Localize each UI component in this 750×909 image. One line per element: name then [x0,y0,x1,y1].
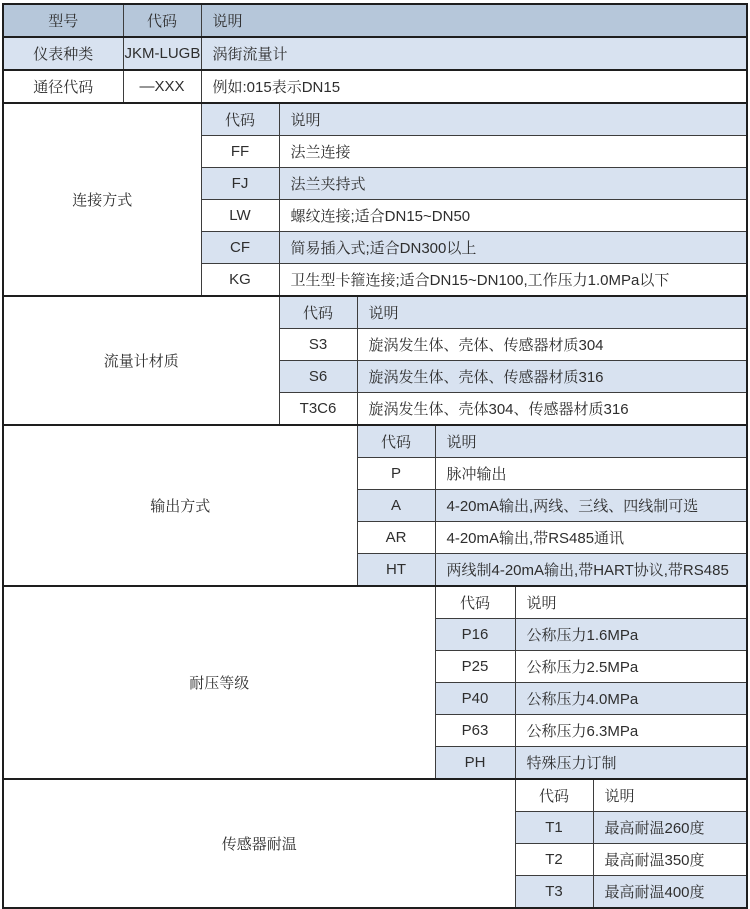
code-cell: S3 [279,329,357,361]
output-code-header-cell: 代码 [357,425,435,458]
material-section-label-cell: 流量计材质 [3,296,279,425]
connection-desc-header-cell: 说明 [279,103,747,136]
header-desc-cell: 说明 [201,4,747,37]
code-cell: AR [357,522,435,554]
diameter-code-code-cell: —XXX [123,70,201,103]
code-cell: A [357,490,435,522]
desc-cell: 两线制4-20mA输出,带HART协议,带RS485 [435,554,747,587]
code-cell: P16 [435,619,515,651]
code-cell: T3C6 [279,393,357,426]
code-cell: HT [357,554,435,587]
code-cell: T2 [515,844,593,876]
desc-cell: 最高耐温260度 [593,812,747,844]
output-section-label-cell: 输出方式 [3,425,357,586]
desc-cell: 螺纹连接;适合DN15~DN50 [279,200,747,232]
code-cell: P40 [435,683,515,715]
desc-cell: 4-20mA输出,两线、三线、四线制可选 [435,490,747,522]
desc-cell: 旋涡发生体、壳体、传感器材质304 [357,329,747,361]
desc-cell: 简易插入式;适合DN300以上 [279,232,747,264]
code-cell: T3 [515,876,593,909]
desc-cell: 旋涡发生体、壳体304、传感器材质316 [357,393,747,426]
desc-cell: 特殊压力订制 [515,747,747,780]
desc-cell: 4-20mA输出,带RS485通讯 [435,522,747,554]
model-selection-table [2,3,748,909]
diameter-code-desc-cell: 例如:015表示DN15 [201,70,747,103]
code-cell: FJ [201,168,279,200]
desc-cell: 公称压力6.3MPa [515,715,747,747]
desc-cell: 卫生型卡箍连接;适合DN15~DN100,工作压力1.0MPa以下 [279,264,747,297]
temperature-desc-header-cell: 说明 [593,779,747,812]
desc-cell: 法兰连接 [279,136,747,168]
pressure-section-label-cell: 耐压等级 [3,586,435,779]
desc-cell: 最高耐温400度 [593,876,747,909]
temperature-section-label-cell: 传感器耐温 [3,779,515,908]
desc-cell: 最高耐温350度 [593,844,747,876]
header-model-cell: 型号 [3,4,123,37]
instrument-type-label-cell: 仪表种类 [3,37,123,70]
code-cell: CF [201,232,279,264]
code-cell: P25 [435,651,515,683]
desc-cell: 公称压力2.5MPa [515,651,747,683]
code-cell: S6 [279,361,357,393]
desc-cell: 旋涡发生体、壳体、传感器材质316 [357,361,747,393]
desc-cell: 法兰夹持式 [279,168,747,200]
code-cell: FF [201,136,279,168]
connection-section-label-cell: 连接方式 [3,103,201,296]
material-code-header-cell: 代码 [279,296,357,329]
code-cell: P [357,458,435,490]
material-desc-header-cell: 说明 [357,296,747,329]
connection-code-header-cell: 代码 [201,103,279,136]
code-cell: P63 [435,715,515,747]
output-desc-header-cell: 说明 [435,425,747,458]
instrument-type-desc-cell: 涡街流量计 [201,37,747,70]
header-code-cell: 代码 [123,4,201,37]
diameter-code-label-cell: 通径代码 [3,70,123,103]
desc-cell: 脉冲输出 [435,458,747,490]
code-cell: PH [435,747,515,780]
pressure-code-header-cell: 代码 [435,586,515,619]
code-cell: T1 [515,812,593,844]
pressure-desc-header-cell: 说明 [515,586,747,619]
code-cell: LW [201,200,279,232]
temperature-code-header-cell: 代码 [515,779,593,812]
desc-cell: 公称压力4.0MPa [515,683,747,715]
desc-cell: 公称压力1.6MPa [515,619,747,651]
code-cell: KG [201,264,279,297]
instrument-type-code-cell: JKM-LUGB [123,37,201,70]
